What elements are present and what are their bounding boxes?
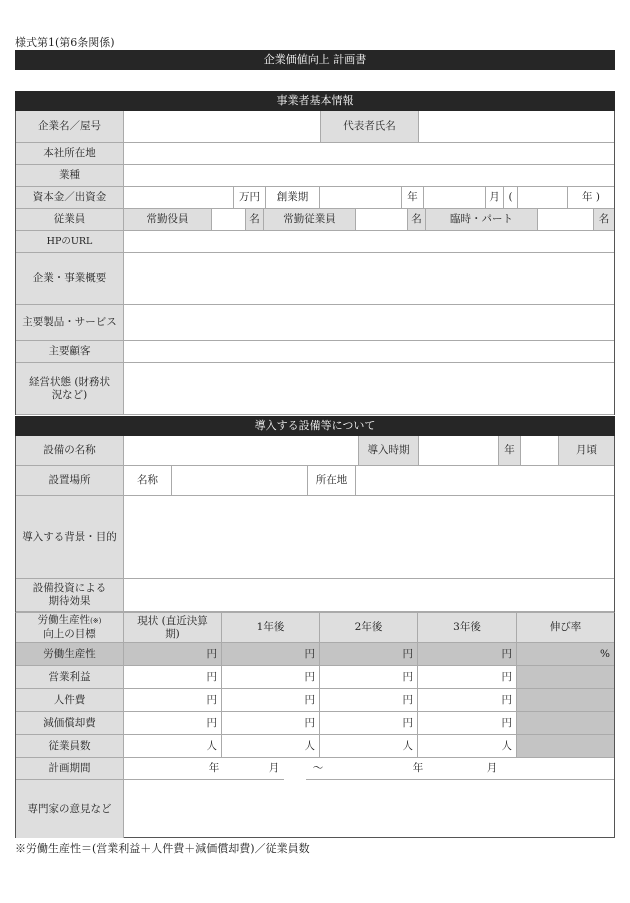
- fulltime-unit: 名: [408, 209, 426, 231]
- goal-text: 労働生産性: [37, 614, 91, 626]
- label-fulltime: 常勤従業員: [264, 209, 356, 231]
- period-start-month-field[interactable]: [226, 758, 264, 780]
- fulltime-field[interactable]: [356, 209, 408, 231]
- intro-year-unit: 年: [499, 436, 521, 466]
- label-representative: 代表者氏名: [321, 111, 419, 143]
- label-overview: 企業・事業概要: [16, 253, 124, 305]
- label-intro-time: 導入時期: [359, 436, 419, 466]
- equipment-name-field[interactable]: [124, 436, 359, 466]
- period-rest: [504, 758, 614, 780]
- label-place-name: 名称: [124, 466, 172, 496]
- label-customers: 主要顧客: [16, 341, 124, 363]
- background-field[interactable]: [124, 496, 614, 579]
- representative-field[interactable]: [419, 111, 614, 143]
- period-start-year-unit: 年: [202, 758, 226, 780]
- label-company-name: 企業名／屋号: [16, 111, 124, 143]
- depreciation-growth-blank: [517, 712, 614, 735]
- expert-field[interactable]: [124, 780, 614, 838]
- footnote: ※労働生産性＝(営業利益＋人件費＋減価償却費)／従業員数: [15, 842, 310, 855]
- period-tilde: 〜: [306, 758, 330, 780]
- intro-year-field[interactable]: [419, 436, 499, 466]
- col-growth: 伸び率: [517, 613, 614, 643]
- employee-count-y1[interactable]: 人: [222, 735, 320, 758]
- label-place: 設置場所: [16, 466, 124, 496]
- paren-close: 年 ): [568, 187, 614, 209]
- founding-year-unit: 年: [402, 187, 424, 209]
- hp-url-field[interactable]: [124, 231, 614, 253]
- label-equipment-name: 設備の名称: [16, 436, 124, 466]
- label-productivity-goal: [16, 613, 124, 643]
- personnel-cost-y1[interactable]: 円: [222, 689, 320, 712]
- founding-alt-year-field[interactable]: [518, 187, 568, 209]
- period-end-month-unit: 月: [480, 758, 504, 780]
- productivity-current[interactable]: 円: [124, 643, 222, 666]
- label-founding: 創業期: [266, 187, 320, 209]
- customers-field[interactable]: [124, 341, 614, 363]
- col-current: 現状 (直近決算期): [124, 613, 222, 643]
- man-yen-unit: 万円: [234, 187, 266, 209]
- overview-field[interactable]: [124, 253, 614, 305]
- label-location: 所在地: [308, 466, 356, 496]
- label-products: 主要製品・サービス: [16, 305, 124, 341]
- productivity-table: [15, 612, 615, 838]
- location-field[interactable]: [356, 466, 614, 496]
- employee-count-growth-blank: [517, 735, 614, 758]
- intro-month-field[interactable]: [521, 436, 559, 466]
- parttime-field[interactable]: [538, 209, 594, 231]
- label-employees: 従業員: [16, 209, 124, 231]
- row-label-personnel-cost: 人件費: [16, 689, 124, 712]
- condition-field[interactable]: [124, 363, 614, 415]
- founding-month-field[interactable]: [424, 187, 486, 209]
- employee-count-y3[interactable]: 人: [418, 735, 517, 758]
- label-parttime: 臨時・パート: [426, 209, 538, 231]
- period-start-year-field[interactable]: [124, 758, 202, 780]
- operating-profit-y2[interactable]: 円: [320, 666, 418, 689]
- products-field[interactable]: [124, 305, 614, 341]
- officers-unit: 名: [246, 209, 264, 231]
- personnel-cost-y2[interactable]: 円: [320, 689, 418, 712]
- row-label-operating-profit: 営業利益: [16, 666, 124, 689]
- operating-profit-current[interactable]: 円: [124, 666, 222, 689]
- col-year2: 2年後: [320, 613, 418, 643]
- productivity-growth[interactable]: %: [517, 643, 614, 666]
- row-label-employee-count: 従業員数: [16, 735, 124, 758]
- productivity-y3[interactable]: 円: [418, 643, 517, 666]
- productivity-y1[interactable]: 円: [222, 643, 320, 666]
- company-name-field[interactable]: [124, 111, 321, 143]
- label-hp-url: HPのURL: [16, 231, 124, 253]
- period-end-year-field[interactable]: [330, 758, 406, 780]
- label-industry: 業種: [16, 165, 124, 187]
- label-condition: 経営状態 (財務状況など): [16, 363, 124, 415]
- form-title: 企業価値向上 計画書: [15, 50, 615, 70]
- place-name-field[interactable]: [172, 466, 308, 496]
- effect-field[interactable]: [124, 579, 614, 612]
- operating-profit-growth-blank: [517, 666, 614, 689]
- section-header-basic-info: 事業者基本情報: [15, 91, 615, 111]
- parttime-unit: 名: [594, 209, 614, 231]
- depreciation-current[interactable]: 円: [124, 712, 222, 735]
- col-year1: 1年後: [222, 613, 320, 643]
- col-year3: 3年後: [418, 613, 517, 643]
- basic-info-table: [15, 111, 615, 415]
- label-plan-period: 計画期間: [16, 758, 124, 780]
- row-label-depreciation: 減価償却費: [16, 712, 124, 735]
- employee-count-y2[interactable]: 人: [320, 735, 418, 758]
- label-effect: 設備投資による 期待効果: [16, 579, 124, 612]
- employee-count-current[interactable]: 人: [124, 735, 222, 758]
- period-start-month-unit: 月: [264, 758, 284, 780]
- founding-year-field[interactable]: [320, 187, 402, 209]
- depreciation-y3[interactable]: 円: [418, 712, 517, 735]
- personnel-cost-growth-blank: [517, 689, 614, 712]
- depreciation-y1[interactable]: 円: [222, 712, 320, 735]
- equipment-table: [15, 436, 615, 612]
- label-capital: 資本金／出資金: [16, 187, 124, 209]
- period-end-year-unit: 年: [406, 758, 430, 780]
- label-background: 導入する背景・目的: [16, 496, 124, 579]
- capital-field[interactable]: [124, 187, 234, 209]
- operating-profit-y3[interactable]: 円: [418, 666, 517, 689]
- goal-note: (※): [90, 617, 102, 625]
- label-officers: 常勤役員: [124, 209, 212, 231]
- personnel-cost-y3[interactable]: 円: [418, 689, 517, 712]
- goal-text-2: 向上の目標: [43, 628, 96, 640]
- operating-profit-y1[interactable]: 円: [222, 666, 320, 689]
- founding-month-unit: 月: [486, 187, 504, 209]
- officers-field[interactable]: [212, 209, 246, 231]
- productivity-y2[interactable]: 円: [320, 643, 418, 666]
- depreciation-y2[interactable]: 円: [320, 712, 418, 735]
- period-end-month-field[interactable]: [430, 758, 480, 780]
- label-expert: 専門家の意見など: [16, 780, 124, 838]
- head-office-field[interactable]: [124, 143, 614, 165]
- label-head-office: 本社所在地: [16, 143, 124, 165]
- row-label-productivity: 労働生産性: [16, 643, 124, 666]
- paren-open: (: [504, 187, 518, 209]
- intro-month-unit: 月頃: [559, 436, 614, 466]
- section-header-equipment: 導入する設備等について: [15, 416, 615, 436]
- personnel-cost-current[interactable]: 円: [124, 689, 222, 712]
- industry-field[interactable]: [124, 165, 614, 187]
- form-id: 様式第1(第6条関係): [15, 36, 115, 49]
